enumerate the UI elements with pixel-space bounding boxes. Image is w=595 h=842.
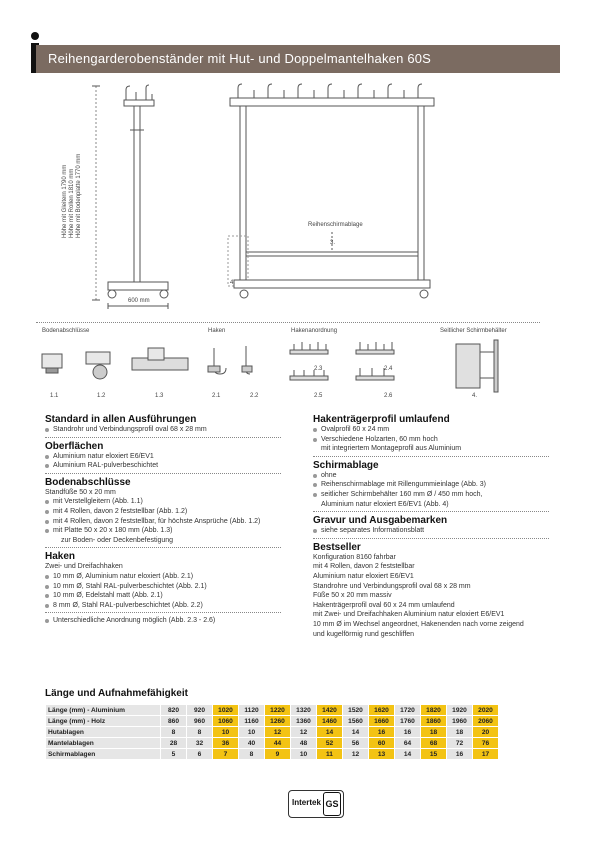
table-cell: 1460 [317,716,343,727]
umbrella-item: Reihenschirmablage mit Rillengummieinlage (Abb. 3) [313,480,558,490]
table-cell: 68 [421,738,447,749]
table-cell: 1420 [317,705,343,716]
bestseller-line: Standrohre und Verbindungsprofil oval 68 x 28 mm [313,582,471,590]
hooks-title: Haken [45,551,76,563]
table-cell: 1960 [447,716,473,727]
table-cell: 1260 [265,716,291,727]
bestseller-line: 10 mm Ø im Wechsel angeordnet, Hakenenden nach vorne zeigend [313,620,524,628]
caption-arrangement: Hakenanordnung [291,328,338,334]
table-cell: 1060 [213,716,239,727]
fig-1-2: 1.2 [97,393,106,399]
intertek-gs-logo [288,790,344,818]
table-cell: 6 [187,749,213,760]
table-cell: 960 [187,716,213,727]
table-cell: 14 [343,727,369,738]
divider [45,612,281,613]
table-cell: 1360 [291,716,317,727]
table-cell: 11 [317,749,343,760]
standard-title: Standard in allen Ausführungen [45,414,197,425]
table-cell: 8 [239,749,265,760]
bestseller-line: mit Zwei- und Dreifachhaken Aluminium natur eloxiert E6/EV1 [313,611,505,619]
title-bar [36,45,560,73]
height-label-rollen: Höhe mit Rollen 1810 mm [69,168,75,238]
table-cell: 1320 [291,705,317,716]
table-cell: 10 [291,749,317,760]
table-cell: 1860 [421,716,447,727]
table-row [46,727,499,738]
divider [313,538,549,539]
table-row [46,705,499,716]
fig-2-6: 2.6 [384,393,393,399]
table-title: Länge und Aufnahmefähigkeit [45,688,188,699]
table-cell: 10 [239,727,265,738]
divider [45,437,281,438]
umbrella-item: ohne [313,471,558,481]
table-row [46,738,499,749]
surface-title: Oberflächen [45,440,104,452]
divider-top [36,322,540,323]
gs-mark: GS [323,792,341,816]
table-cell: 2020 [473,705,499,716]
detail-figures [36,338,546,398]
table-cell: 18 [421,727,447,738]
logo-text: Intertek [292,798,321,807]
surface-item: Aluminium natur eloxiert E6/EV1 [45,452,295,462]
table-cell: 76 [473,738,499,749]
divider [313,456,549,457]
capacity-table [45,704,499,760]
profile-item: Ovalprofil 60 x 24 mm [313,425,558,435]
table-cell: 860 [161,716,187,727]
profile-item: Verschiedene Holzarten, 60 mm hoch [313,435,558,445]
fig-1-3: 1.3 [155,393,164,399]
fig-1-1: 1.1 [50,393,59,399]
width-label: 600 mm [128,298,150,304]
row-label: Schirmablagen [46,749,161,760]
table-cell: 14 [395,749,421,760]
ref-3-label: 3. [330,240,336,246]
fig-2-4: 2.4 [384,366,393,372]
table-cell: 32 [187,738,213,749]
caption-hooks: Haken [208,328,226,334]
caption-base: Bodenabschlüsse [42,328,90,334]
base-intro: Standfüße 50 x 20 mm [45,488,116,496]
hooks-item: 10 mm Ø, Aluminium natur eloxiert (Abb. 2.1) [45,572,295,582]
table-cell: 20 [473,727,499,738]
fig-2-5: 2.5 [314,393,323,399]
row-label: Länge (mm) - Holz [46,716,161,727]
ref-4-label: 4. [230,280,236,286]
table-cell: 1560 [343,716,369,727]
table-cell: 1220 [265,705,291,716]
table-cell: 17 [473,749,499,760]
umbrella-note: Aluminium natur eloxiert E6/EV1 (Abb. 4) [321,500,449,508]
row-label: Mantelablagen [46,738,161,749]
table-cell: 52 [317,738,343,749]
page-title: Reihengarderobenständer mit Hut- und Doppelmantelhaken 60S [48,51,432,66]
divider [313,511,549,512]
title-marker-dot [31,32,39,40]
umbrella-rail-label: Reihenschirmablage [308,222,363,228]
table-cell: 820 [161,705,187,716]
hooks-extra: Unterschiedliche Anordnung möglich (Abb. 2.3 - 2.6) [45,616,295,626]
table-cell: 12 [265,727,291,738]
table-cell: 16 [395,727,421,738]
table-cell: 60 [369,738,395,749]
umbrella-title: Schirmablage [313,459,379,471]
table-cell: 15 [421,749,447,760]
engraving-item: siehe separates Informationsblatt [313,526,558,536]
bestseller-title: Bestseller [313,541,361,553]
table-cell: 9 [265,749,291,760]
bestseller-line: Füße 50 x 20 mm massiv [313,592,392,600]
table-cell: 48 [291,738,317,749]
table-cell: 1920 [447,705,473,716]
table-cell: 16 [447,749,473,760]
table-cell: 1660 [369,716,395,727]
table-cell: 1620 [369,705,395,716]
height-label-gleiter: Höhe mit Gleitern 1790 mm [62,164,68,238]
table-cell: 18 [447,727,473,738]
table-cell: 72 [447,738,473,749]
row-label: Länge (mm) - Aluminium [46,705,161,716]
base-title: Bodenabschlüsse [45,476,131,488]
base-item: mit 4 Rollen, davon 2 feststellbar (Abb. 1.2) [45,507,295,517]
hooks-item: 8 mm Ø, Stahl RAL-pulverbeschichtet (Abb. 2.2) [45,601,295,611]
table-cell: 1760 [395,716,421,727]
umbrella-item: seitlicher Schirmbehälter 160 mm Ø / 450 mm hoch, [313,490,558,500]
table-cell: 36 [213,738,239,749]
surface-item: Aluminium RAL-pulverbeschichtet [45,461,295,471]
base-item: mit Verstellgleitern (Abb. 1.1) [45,497,295,507]
base-note: zur Boden- oder Deckenbefestigung [61,536,174,544]
hooks-item: 10 mm Ø, Stahl RAL-pulverbeschichtet (Abb. 2.1) [45,582,295,592]
bestseller-line: und kugelförmig rund geschliffen [313,630,415,638]
base-item: mit Platte 50 x 20 x 180 mm (Abb. 1.3) [45,526,295,536]
left-column [45,414,295,626]
bestseller-line: mit 4 Rollen, davon 2 feststellbar [313,563,415,571]
table-cell: 16 [369,727,395,738]
table-cell: 56 [343,738,369,749]
table-cell: 8 [187,727,213,738]
table-cell: 1160 [239,716,265,727]
bestseller-line: Hakenträgerprofil oval 60 x 24 mm umlaufend [313,601,455,609]
hooks-intro: Zwei- und Dreifachhaken [45,563,123,571]
bestseller-line: Aluminium natur eloxiert E6/EV1 [313,572,414,580]
divider [45,473,281,474]
fig-4: 4. [472,393,478,399]
divider [45,547,281,548]
table-cell: 12 [291,727,317,738]
table-cell: 1820 [421,705,447,716]
table-cell: 10 [213,727,239,738]
standard-item: Standrohr und Verbindungsprofil oval 68 x 28 mm [45,425,295,435]
engraving-title: Gravur und Ausgabemarken [313,515,448,527]
table-cell: 7 [213,749,239,760]
table-row [46,749,499,760]
table-cell: 1020 [213,705,239,716]
table-cell: 44 [265,738,291,749]
table-cell: 2060 [473,716,499,727]
profile-title: Hakenträgerprofil umlaufend [313,414,450,425]
table-cell: 12 [343,749,369,760]
table-cell: 5 [161,749,187,760]
hooks-item: 10 mm Ø, Edelstahl matt (Abb. 2.1) [45,591,295,601]
table-cell: 40 [239,738,265,749]
table-cell: 28 [161,738,187,749]
row-label: Hutablagen [46,727,161,738]
fig-2-1: 2.1 [212,393,221,399]
table-cell: 8 [161,727,187,738]
front-view-drawing [222,82,442,307]
bestseller-line: Konfiguration 8160 fahrbar [313,553,396,561]
table-cell: 14 [317,727,343,738]
table-cell: 13 [369,749,395,760]
table-cell: 1120 [239,705,265,716]
base-item: mit 4 Rollen, davon 2 feststellbar, für höchste Ansprüche (Abb. 1.2) [45,517,295,527]
profile-note: mit integriertem Montageprofil aus Aluminium [321,445,462,453]
table-cell: 64 [395,738,421,749]
right-column [313,414,558,639]
caption-holder: Seitlicher Schirmbehälter [440,328,507,334]
table-cell: 1520 [343,705,369,716]
fig-2-2: 2.2 [250,393,259,399]
table-row [46,716,499,727]
table-cell: 920 [187,705,213,716]
fig-2-3: 2.3 [314,366,323,372]
table-cell: 1720 [395,705,421,716]
height-label-platte: Höhe mit Bodenplatte 1770 mm [76,153,82,238]
